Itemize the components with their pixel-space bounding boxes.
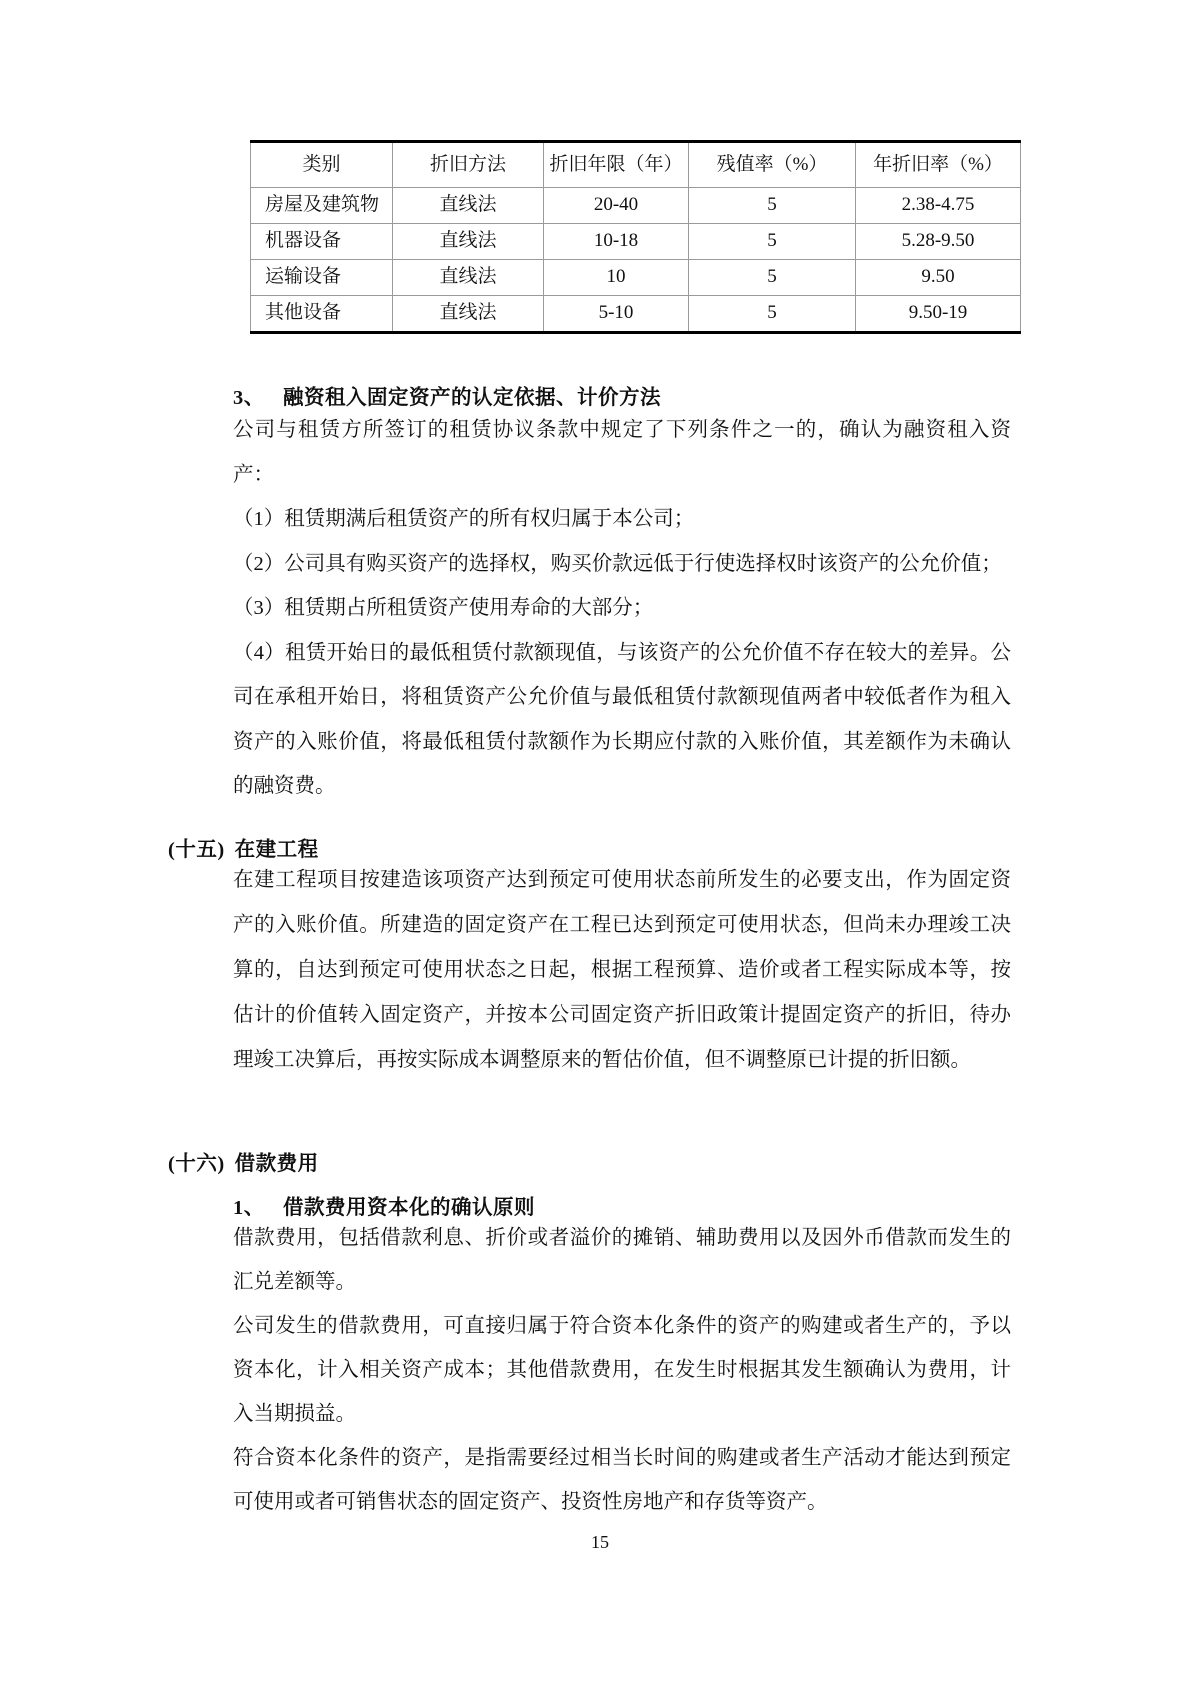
cell-years: 20-40: [544, 188, 689, 224]
section16-body: [233, 1216, 1011, 1524]
col-header-annual-rate: 年折旧率（%）: [856, 142, 1021, 188]
col-header-years: 折旧年限（年）: [544, 142, 689, 188]
section15-title: 在建工程: [234, 839, 319, 861]
section16-heading: [168, 1146, 319, 1176]
col-header-category: 类别: [251, 142, 393, 188]
col-header-residual-rate: 残值率（%）: [689, 142, 856, 188]
cell-residual-rate: 5: [689, 296, 856, 333]
paragraph: 公司与租赁方所签订的租赁协议条款中规定了下列条件之一的，确认为融资租入资产：: [233, 419, 1011, 486]
cell-residual-rate: 5: [689, 224, 856, 260]
section16-marker: (十六): [168, 1153, 225, 1175]
list-item: （3）租赁期占所租赁资产使用寿命的大部分；: [233, 597, 654, 619]
cell-years: 10: [544, 260, 689, 296]
cell-method: 直线法: [393, 296, 544, 333]
cell-annual-rate: 5.28-9.50: [856, 224, 1021, 260]
paragraph: 借款费用，包括借款利息、折价或者溢价的摊销、辅助费用以及因外币借款而发生的汇兑差额等。: [233, 1227, 1011, 1293]
section16-sub-title: 借款费用资本化的确认原则: [283, 1197, 535, 1219]
section3-heading: [233, 380, 661, 410]
list-item: （1）租赁期满后租赁资产的所有权归属于本公司；: [233, 508, 695, 530]
depreciation-table: [250, 140, 1021, 334]
page-number: 15: [591, 1532, 609, 1552]
cell-residual-rate: 5: [689, 260, 856, 296]
cell-annual-rate: 2.38-4.75: [856, 188, 1021, 224]
cell-category: 机器设备: [251, 224, 393, 260]
cell-annual-rate: 9.50: [856, 260, 1021, 296]
table-row: [251, 224, 1021, 260]
paragraph: 在建工程项目按建造该项资产达到预定可使用状态前所发生的必要支出，作为固定资产的入账价值。所建造的固定资产在工程已达到预定可使用状态，但尚未办理竣工决算的，自达到预定可使用状态之日起，根据工程预算、造价或者工程实际成本等，按估计的价值转入固定资产，并按本公司固定资产折旧政策计提固定资产的折旧，待办理竣工决算后，再按实际成本调整原来的暂估价值，但不调整原已计提的折旧额。: [233, 869, 1011, 1071]
list-item: （2）公司具有购买资产的选择权，购买价款远低于行使选择权时该资产的公允价值；: [233, 552, 1002, 575]
cell-category: 运输设备: [251, 260, 393, 296]
cell-years: 5-10: [544, 296, 689, 333]
table-row: [251, 296, 1021, 333]
section3-body: [233, 408, 1011, 809]
section15-body: [233, 858, 1011, 1083]
paragraph: 符合资本化条件的资产，是指需要经过相当长时间的购建或者生产活动才能达到预定可使用或者可销售状态的固定资产、投资性房地产和存货等资产。: [233, 1447, 1011, 1513]
table-header-row: [251, 142, 1021, 188]
cell-category: 房屋及建筑物: [251, 188, 393, 224]
paragraph: 公司发生的借款费用，可直接归属于符合资本化条件的资产的购建或者生产的，予以资本化，计入相关资产成本；其他借款费用，在发生时根据其发生额确认为费用，计入当期损益。: [233, 1315, 1011, 1425]
section3-title: 融资租入固定资产的认定依据、计价方法: [283, 387, 661, 409]
section16-title: 借款费用: [234, 1153, 319, 1175]
cell-method: 直线法: [393, 260, 544, 296]
cell-annual-rate: 9.50-19: [856, 296, 1021, 333]
table-row: [251, 260, 1021, 296]
cell-method: 直线法: [393, 188, 544, 224]
section15-marker: (十五): [168, 839, 225, 861]
section16-sub-number: 1、: [233, 1197, 265, 1219]
table-row: [251, 188, 1021, 224]
cell-residual-rate: 5: [689, 188, 856, 224]
cell-category: 其他设备: [251, 296, 393, 333]
cell-method: 直线法: [393, 224, 544, 260]
list-item: （4）租赁开始日的最低租赁付款额现值，与该资产的公允价值不存在较大的差异。公司在承租开始日，将租赁资产公允价值与最低租赁付款额现值两者中较低者作为租入资产的入账价值，将最低租赁付款额作为长期应付款的入账价值，其差额作为未确认的融资费。: [233, 641, 1011, 797]
col-header-method: 折旧方法: [393, 142, 544, 188]
cell-years: 10-18: [544, 224, 689, 260]
section3-number: 3、: [233, 387, 265, 409]
